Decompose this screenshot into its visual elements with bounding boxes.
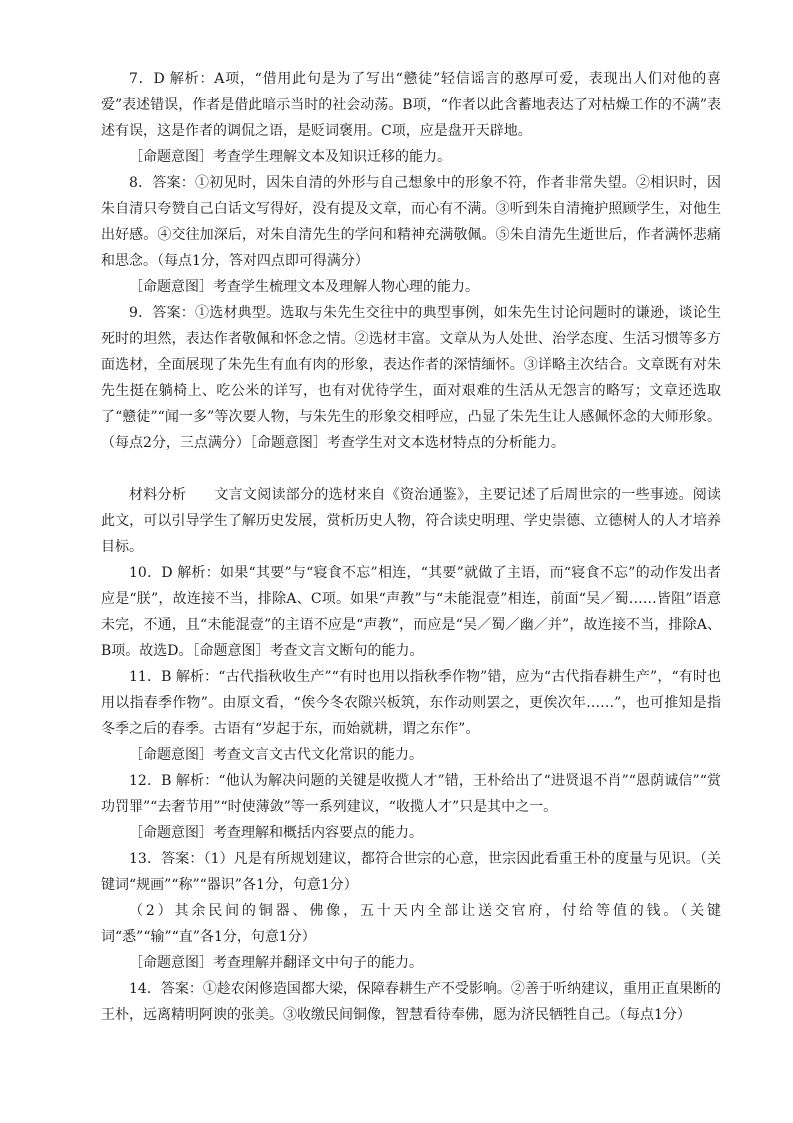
answer-paragraph [101,846,721,898]
paragraph-text: ［命题意图］考查理解并翻译文中句子的能力。 [129,955,423,971]
paragraph-text: 13．答案：（1）凡是有所规划建议，都符合世宗的心意，世宗因此看重王朴的度量与见识。（关键词“规画”“称”“器识”各1分，句意1分） [101,851,721,893]
answer-paragraph [101,170,721,274]
paragraph-text: （2）其余民间的铜器、佛像，五十天内全部让送交官府，付给等值的钱。（关键词“悉”“输”“直”各1分，句意1分） [101,903,721,945]
paragraph-text: ［命题意图］考查理解和概括内容要点的能力。 [129,825,423,841]
answer-paragraph [101,560,721,664]
answer-paragraph [101,144,721,170]
answer-paragraph [101,274,721,300]
paragraph-text: 14．答案：①趁农闲修造国都大梁，保障春耕生产不受影响。②善于听纳建议，重用正直果断的王朴，远离精明阿谀的张美。③收缴民间铜像，智慧看待奉佛，愿为济民牺牲自己。（每点1分） [101,981,721,1023]
paragraph-text: 7．D 解析：A项，“借用此句是为了写出“戆徒”轻信谣言的憨厚可爱，表现出人们对他的喜爱”表述错误，作者是借此暗示当时的社会动荡。B项，“作者以此含蓄地表达了对枯燥工作的不满”表述有误，这是作者的调侃之语，是贬词褒用。C项，应是盘开天辟地。 [101,71,721,139]
paragraph-text: ［命题意图］考查学生梳理文本及理解人物心理的能力。 [129,279,479,295]
answer-paragraph [101,664,721,742]
section-label: 材料分析 [129,487,187,503]
paragraph-text: 8．答案：①初见时，因朱自清的外形与自己想象中的形象不符，作者非常失望。②相识时，因朱自清只夸赞自己白话文写得好，没有提及文章，而心有不满。③听到朱自清掩护照顾学生，对他生出好感。④交往加深后，对朱自清先生的学问和精神充满敬佩。⑤朱自清先生逝世后，作者满怀悲痛和思念。（每点1分，答对四点即可得满分） [101,175,721,269]
paragraph-text: ［命题意图］考查学生理解文本及知识迁移的能力。 [129,149,451,165]
answer-paragraph [101,768,721,820]
paragraph-text: 9．答案：①选材典型。选取与朱先生交往中的典型事例，如朱先生讨论问题时的谦逊，谈论生死时的坦然，表达作者敬佩和怀念之情。②选材丰富。文章从为人处世、治学态度、生活习惯等多方面选材，全面展现了朱先生有血有肉的形象，表达作者的深情缅怀。③详略主次结合。文章既有对朱先生挺在躺椅上、吃公米的详写，也有对优待学生，面对艰难的生活从无怨言的略写；文章还选取了“戆徒”“闻一多”等次要人物，与朱先生的形象交相呼应，凸显了朱先生让人感佩怀念的大师形象。（每点2分，三点满分）［命题意图］考查学生对文本选材特点的分析能力。 [101,305,721,451]
answer-paragraph [101,66,721,144]
answer-paragraph [101,300,721,456]
answer-paragraph [101,950,721,976]
answer-paragraph [101,976,721,1028]
section-gap [101,456,721,482]
paragraph-text: 11．B 解析：“古代指秋收生产”“有时也用以指秋季作物”错，应为“古代指春耕生产”，“有时也用以指春季作物”。由原文看，“俟今冬农隙兴板筑，东作动则罢之，更俟次年……”，也可推知是指冬季之后的春季。古语有“岁起于东，而始就耕，谓之东作”。 [101,669,721,737]
paragraph-text: ［命题意图］考查文言文古代文化常识的能力。 [129,747,423,763]
paragraph-text: 文言文阅读部分的选材来自《资治通鉴》，主要记述了后周世宗的一些事迹。阅读此文，可以引导学生了解历史发展，赏析历史人物，符合读史明理、学史崇德、立德树人的人才培养目标。 [101,487,722,555]
answer-paragraph [101,820,721,846]
paragraph-text: 10．D 解析：如果“其要”与“寝食不忘”相连，“其要”就做了主语，而“寝食不忘”的动作发出者应是“朕”，故连接不当，排除A、C项。如果“声教”与“未能混壹”相连，前面“吴／蜀……皆阻”语意未完，不通，且“未能混壹”的主语不应是“声教”，而应是“吴／蜀／幽／并”，故连接不当，排除A、B项。故选D。［命题意图］考查文言文断句的能力。 [101,565,721,659]
answer-paragraph [101,742,721,768]
answer-paragraph [101,898,721,950]
paragraph-text: 12．B 解析：“他认为解决问题的关键是收揽人才”错，王朴给出了“进贤退不肖”“恩荫诚信”“赏功罚罪”“去奢节用”“时使薄敛”等一系列建议，“收揽人才”只是其中之一。 [101,773,721,815]
answer-paragraph [101,482,721,560]
